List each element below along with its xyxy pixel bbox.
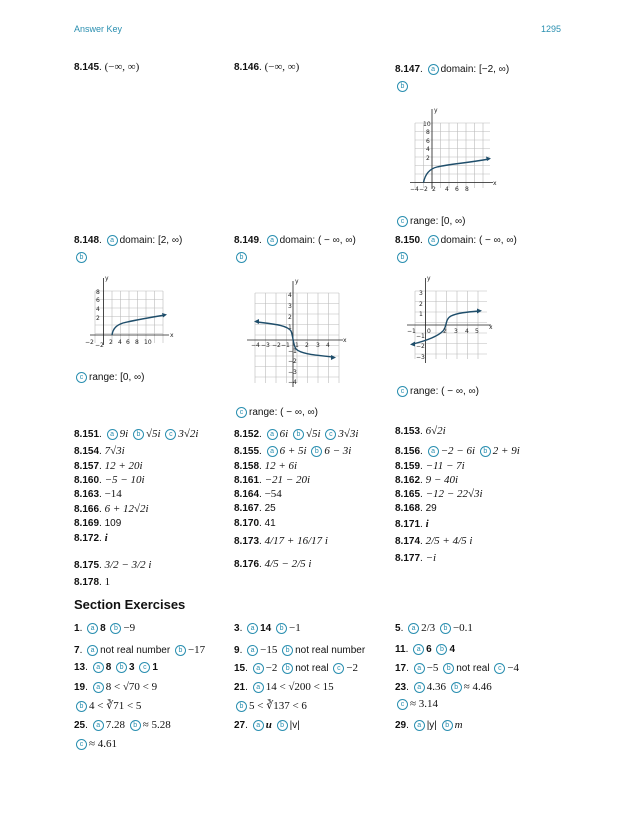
answer-8169: 8.169. 109: [74, 518, 122, 529]
exercise-25: 25. a 7.28 b ≈ 5.28: [74, 719, 171, 731]
svg-text:2: 2: [96, 315, 100, 322]
exercise-15: 15. a −2 b not real c −2: [234, 662, 359, 674]
svg-text:y: y: [295, 278, 299, 285]
svg-text:−1: −1: [281, 342, 290, 349]
answer-8156: 8.156. a −2 − 6i b 2 + 9i: [395, 445, 520, 457]
answer-8166: 8.166. 6 + 12√2i: [74, 503, 149, 515]
svg-text:1: 1: [288, 324, 292, 331]
exercise-11: 11. a 6 b 4: [395, 644, 456, 655]
answer-8150-b: b: [395, 251, 410, 265]
svg-text:−2: −2: [95, 342, 104, 349]
answer-8172: 8.172. i: [74, 532, 108, 544]
answer-8175: 8.175. 3/2 − 3/2 i: [74, 559, 152, 571]
answer-8178: 8.178. 1: [74, 576, 111, 588]
svg-text:x: x: [343, 337, 347, 344]
svg-text:3: 3: [419, 290, 423, 297]
svg-text:3: 3: [454, 328, 458, 335]
svg-text:−4: −4: [251, 342, 260, 349]
svg-text:5: 5: [475, 328, 479, 335]
section-title: Section Exercises: [74, 597, 186, 612]
answer-8176: 8.176. 4/5 − 2/5 i: [234, 558, 312, 570]
svg-text:−3: −3: [416, 354, 425, 361]
answer-8171: 8.171. i: [395, 518, 429, 530]
svg-text:6: 6: [126, 339, 130, 346]
svg-text:x: x: [170, 332, 174, 339]
page-number: 1295: [541, 24, 562, 34]
answer-8165: 8.165. −12 − 22√3i: [395, 488, 483, 500]
answer-8150: 8.150. a domain: ( − ∞, ∞): [395, 235, 517, 246]
svg-text:y: y: [105, 275, 109, 282]
exercise-23: 23. a 4.36 b ≈ 4.46: [395, 681, 492, 693]
svg-text:4: 4: [118, 339, 122, 346]
answer-8158: 8.158. 12 + 6i: [234, 460, 298, 472]
answer-8148-c: c range: [0, ∞): [74, 371, 145, 385]
exercise-19: 19. a 8 < √70 < 9: [74, 681, 158, 693]
svg-text:4: 4: [445, 186, 449, 193]
svg-text:4: 4: [426, 146, 430, 153]
svg-text:x: x: [489, 324, 493, 331]
answer-8151: 8.151. a 9i b √5i c 3√2i: [74, 428, 199, 440]
svg-text:8: 8: [426, 129, 430, 136]
svg-text:−3: −3: [288, 369, 297, 376]
svg-text:3: 3: [316, 342, 320, 349]
svg-text:10: 10: [423, 121, 431, 128]
graph-8149: [243, 275, 348, 395]
answer-8148-b: b: [74, 251, 89, 265]
svg-text:0: 0: [427, 328, 431, 335]
svg-text:8: 8: [465, 186, 469, 193]
svg-text:−2: −2: [85, 339, 94, 346]
answer-8146: 8.146. (−∞, ∞): [234, 61, 300, 73]
exercise-9: 9. a −15 b not real number: [234, 644, 366, 656]
graph-8147: [405, 103, 500, 200]
svg-text:y: y: [434, 107, 438, 114]
svg-text:−4: −4: [410, 186, 419, 193]
svg-text:−2: −2: [416, 343, 425, 350]
svg-text:2: 2: [426, 155, 430, 162]
answer-8145: 8.145. (−∞, ∞): [74, 61, 140, 73]
answer-8159: 8.159. −11 − 7i: [395, 460, 465, 472]
answer-8170: 8.170. 41: [234, 518, 276, 529]
svg-text:6: 6: [426, 138, 430, 145]
svg-text:−2: −2: [288, 358, 297, 365]
exercise-21: 21. a 14 < √200 < 15: [234, 681, 334, 693]
exercise-25-c: c ≈ 4.61: [74, 737, 117, 752]
answer-8149-c: c range: ( − ∞, ∞): [234, 406, 318, 420]
svg-text:3: 3: [288, 303, 292, 310]
exercise-13: 13. a 8 b 3 c 1: [74, 662, 158, 673]
svg-text:8: 8: [96, 289, 100, 296]
svg-text:−2: −2: [272, 342, 281, 349]
exercise-29: 29. a |y| b m: [395, 719, 463, 731]
answer-8147: 8.147. a domain: [−2, ∞): [395, 64, 510, 75]
answer-8173: 8.173. 4/17 + 16/17 i: [234, 535, 328, 547]
running-header-left: Answer Key: [74, 24, 123, 34]
answer-8149-b: b: [234, 251, 249, 265]
svg-text:2: 2: [288, 314, 292, 321]
svg-text:4: 4: [288, 292, 292, 299]
svg-text:−1: −1: [407, 328, 416, 335]
svg-text:x: x: [493, 180, 497, 187]
answer-8154: 8.154. 7√3i: [74, 445, 125, 457]
answer-8155: 8.155. a 6 + 5i b 6 − 3i: [234, 445, 352, 457]
exercise-1: 1. a 8 b −9: [74, 622, 136, 634]
graph-8150: [403, 273, 493, 373]
svg-text:10: 10: [144, 339, 152, 346]
answer-8167: 8.167. 25: [234, 503, 276, 514]
answer-8153: 8.153. 6√2i: [395, 425, 446, 437]
svg-text:1: 1: [419, 311, 423, 318]
svg-text:y: y: [427, 275, 431, 282]
answer-8149: 8.149. a domain: ( − ∞, ∞): [234, 235, 356, 246]
answer-8174: 8.174. 2/5 + 4/5 i: [395, 535, 473, 547]
answer-8160: 8.160. −5 − 10i: [74, 474, 145, 486]
svg-text:−3: −3: [261, 342, 270, 349]
svg-text:6: 6: [96, 297, 100, 304]
exercise-23-c: c ≈ 3.14: [395, 697, 438, 712]
svg-text:8: 8: [135, 339, 139, 346]
svg-text:2: 2: [419, 301, 423, 308]
answer-8168: 8.168. 29: [395, 503, 437, 514]
svg-text:−2: −2: [419, 186, 428, 193]
answer-8157: 8.157. 12 + 20i: [74, 460, 143, 472]
answer-8164: 8.164. −54: [234, 488, 282, 500]
svg-text:2: 2: [109, 339, 113, 346]
answer-8150-c: c range: ( − ∞, ∞): [395, 385, 479, 399]
svg-text:2: 2: [432, 186, 436, 193]
exercise-3: 3. a 14 b −1: [234, 622, 301, 634]
svg-text:4: 4: [465, 328, 469, 335]
svg-text:6: 6: [455, 186, 459, 193]
exercise-7: 7. a not real number b −17: [74, 644, 206, 656]
svg-text:4: 4: [326, 342, 330, 349]
svg-text:−1: −1: [288, 348, 297, 355]
answer-8148: 8.148. a domain: [2, ∞): [74, 235, 183, 246]
answer-8177: 8.177. −i: [395, 552, 437, 564]
exercise-27: 27. a u b |v|: [234, 719, 300, 731]
exercise-17: 17. a −5 b not real c −4: [395, 662, 520, 674]
exercise-19-b: b 4 < ∛71 < 5: [74, 699, 141, 714]
svg-text:−1: −1: [416, 333, 425, 340]
svg-text:2: 2: [305, 342, 309, 349]
graph-8148: [85, 273, 175, 358]
svg-text:1: 1: [295, 342, 299, 349]
answer-8147-c: c range: [0, ∞): [395, 215, 466, 229]
answer-8162: 8.162. 9 − 40i: [395, 474, 459, 486]
answer-8161: 8.161. −21 − 20i: [234, 474, 310, 486]
answer-8147-b: b: [395, 80, 410, 94]
exercise-21-b: b 5 < ∛137 < 6: [234, 699, 307, 714]
svg-text:4: 4: [96, 306, 100, 313]
exercise-5: 5. a 2/3 b −0.1: [395, 622, 473, 634]
svg-text:−4: −4: [288, 379, 297, 386]
svg-text:2: 2: [443, 328, 447, 335]
answer-8163: 8.163. −14: [74, 488, 122, 500]
answer-8152: 8.152. a 6i b √5i c 3√3i: [234, 428, 359, 440]
